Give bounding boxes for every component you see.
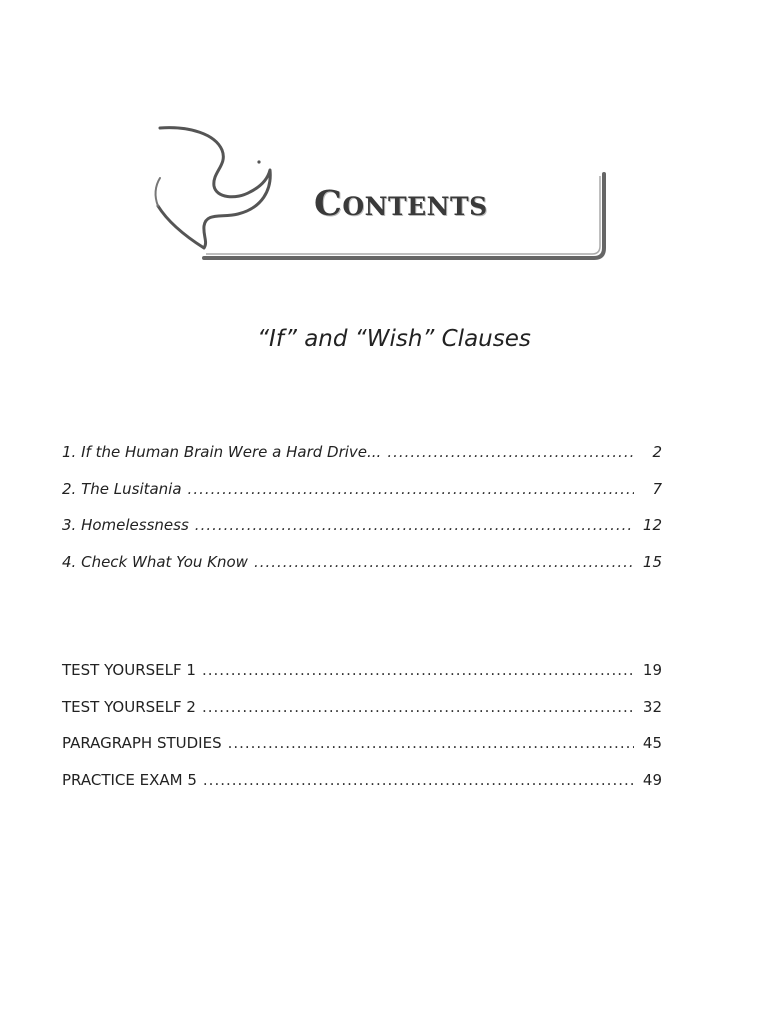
toc-entry-page: 32: [642, 697, 662, 716]
lesson-list: [62, 443, 662, 589]
dot-leader: [203, 771, 634, 789]
toc-entry[interactable]: [62, 771, 662, 808]
toc-entry[interactable]: [62, 661, 662, 698]
toc-entry[interactable]: [62, 516, 662, 553]
swirl-decoration-icon: [158, 128, 270, 248]
page-title: Contents: [314, 183, 488, 224]
test-list: [62, 661, 662, 807]
toc-entry-title: TEST YOURSELF 1: [62, 661, 196, 679]
toc-entry-page: 49: [642, 770, 662, 789]
toc-entry-number: 4.: [62, 552, 77, 571]
header-emblem: [0, 0, 768, 300]
dot-leader: [188, 480, 634, 498]
dot-leader: [195, 516, 634, 534]
toc-entry[interactable]: [62, 734, 662, 771]
toc-entry-title: Homelessness: [81, 516, 189, 534]
dot-leader: [202, 698, 634, 716]
toc-entry-page: 12: [642, 516, 662, 534]
section-title: “If” and “Wish” Clauses: [257, 326, 531, 352]
toc-entry[interactable]: [62, 553, 662, 590]
toc-entry-title: If the Human Brain Were a Hard Drive...: [81, 443, 382, 461]
toc-entry[interactable]: [62, 698, 662, 735]
toc-entry-page: 7: [652, 479, 662, 498]
toc-entry-number: 2.: [62, 479, 77, 498]
toc-entry-title: The Lusitania: [81, 479, 182, 498]
dot-leader: [202, 661, 634, 679]
toc-entry-number: 3.: [62, 516, 77, 534]
toc-entry-page: 19: [642, 661, 662, 679]
toc-entry-title: PRACTICE EXAM 5: [62, 770, 197, 789]
toc-entry-page: 45: [642, 734, 662, 752]
dot-leader: [254, 553, 634, 571]
dot-leader: [387, 443, 634, 461]
toc-entry-page: 2: [652, 443, 662, 461]
toc-entry-title: Check What You Know: [81, 552, 248, 571]
toc-entry[interactable]: [62, 480, 662, 517]
toc-entry-number: 1.: [62, 443, 77, 461]
toc-entry-title: TEST YOURSELF 2: [62, 697, 196, 716]
toc-entry-title: PARAGRAPH STUDIES: [62, 734, 222, 752]
dot-leader: [228, 734, 634, 752]
toc-entry-page: 15: [642, 552, 662, 571]
toc-entry[interactable]: [62, 443, 662, 480]
